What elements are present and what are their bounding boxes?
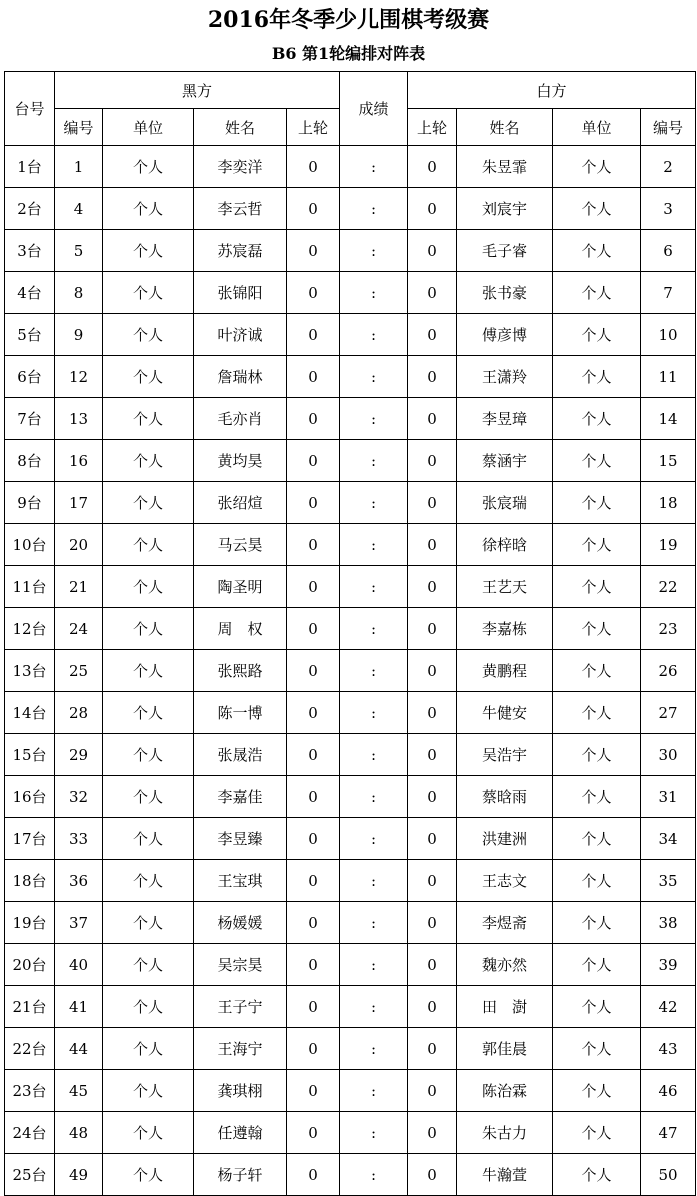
cell-black-name: 张熙路 bbox=[194, 650, 287, 692]
cell-black-unit: 个人 bbox=[103, 1112, 194, 1154]
header-score: 成绩 bbox=[340, 72, 408, 146]
cell-black-prev: 0 bbox=[287, 524, 340, 566]
table-row bbox=[5, 1070, 696, 1112]
cell-table-no: 8台 bbox=[5, 440, 55, 482]
cell-black-unit: 个人 bbox=[103, 860, 194, 902]
cell-score: : bbox=[340, 818, 408, 860]
cell-white-unit: 个人 bbox=[553, 608, 641, 650]
cell-white-no: 10 bbox=[641, 314, 696, 356]
cell-score: : bbox=[340, 482, 408, 524]
cell-white-no: 6 bbox=[641, 230, 696, 272]
cell-white-prev: 0 bbox=[408, 566, 457, 608]
cell-white-no: 14 bbox=[641, 398, 696, 440]
cell-white-prev: 0 bbox=[408, 692, 457, 734]
cell-white-unit: 个人 bbox=[553, 482, 641, 524]
cell-score: : bbox=[340, 188, 408, 230]
cell-black-prev: 0 bbox=[287, 272, 340, 314]
cell-white-unit: 个人 bbox=[553, 1112, 641, 1154]
cell-black-name: 吴宗昊 bbox=[194, 944, 287, 986]
table-row bbox=[5, 398, 696, 440]
cell-white-unit: 个人 bbox=[553, 986, 641, 1028]
cell-score: : bbox=[340, 608, 408, 650]
cell-black-name: 龚琪栩 bbox=[194, 1070, 287, 1112]
cell-white-name: 王志文 bbox=[457, 860, 553, 902]
cell-black-unit: 个人 bbox=[103, 230, 194, 272]
cell-white-name: 王艺天 bbox=[457, 566, 553, 608]
cell-white-no: 19 bbox=[641, 524, 696, 566]
cell-white-name: 吴浩宇 bbox=[457, 734, 553, 776]
cell-black-no: 28 bbox=[55, 692, 103, 734]
cell-table-no: 19台 bbox=[5, 902, 55, 944]
cell-white-unit: 个人 bbox=[553, 734, 641, 776]
cell-white-name: 李昱璋 bbox=[457, 398, 553, 440]
header-table-no: 台号 bbox=[5, 72, 55, 146]
cell-white-unit: 个人 bbox=[553, 230, 641, 272]
cell-black-name: 杨子轩 bbox=[194, 1154, 287, 1196]
header-black: 黑方 bbox=[55, 72, 340, 109]
cell-white-prev: 0 bbox=[408, 1154, 457, 1196]
cell-score: : bbox=[340, 1154, 408, 1196]
cell-white-name: 蔡晗雨 bbox=[457, 776, 553, 818]
cell-table-no: 23台 bbox=[5, 1070, 55, 1112]
cell-white-name: 洪建洲 bbox=[457, 818, 553, 860]
cell-white-no: 26 bbox=[641, 650, 696, 692]
cell-score: : bbox=[340, 398, 408, 440]
cell-black-no: 5 bbox=[55, 230, 103, 272]
cell-table-no: 2台 bbox=[5, 188, 55, 230]
cell-white-no: 18 bbox=[641, 482, 696, 524]
cell-black-prev: 0 bbox=[287, 860, 340, 902]
cell-table-no: 13台 bbox=[5, 650, 55, 692]
cell-white-prev: 0 bbox=[408, 1028, 457, 1070]
cell-white-no: 43 bbox=[641, 1028, 696, 1070]
cell-white-name: 蔡涵宇 bbox=[457, 440, 553, 482]
cell-white-prev: 0 bbox=[408, 734, 457, 776]
cell-black-prev: 0 bbox=[287, 776, 340, 818]
cell-black-name: 周 权 bbox=[194, 608, 287, 650]
cell-black-unit: 个人 bbox=[103, 734, 194, 776]
table-row bbox=[5, 482, 696, 524]
cell-white-prev: 0 bbox=[408, 1112, 457, 1154]
cell-black-prev: 0 bbox=[287, 692, 340, 734]
cell-table-no: 21台 bbox=[5, 986, 55, 1028]
cell-black-no: 9 bbox=[55, 314, 103, 356]
cell-white-unit: 个人 bbox=[553, 314, 641, 356]
cell-black-unit: 个人 bbox=[103, 818, 194, 860]
cell-black-prev: 0 bbox=[287, 230, 340, 272]
cell-black-name: 李云哲 bbox=[194, 188, 287, 230]
cell-black-name: 黄均昊 bbox=[194, 440, 287, 482]
table-row bbox=[5, 944, 696, 986]
cell-black-name: 张晟浩 bbox=[194, 734, 287, 776]
cell-table-no: 16台 bbox=[5, 776, 55, 818]
cell-white-prev: 0 bbox=[408, 146, 457, 188]
cell-black-prev: 0 bbox=[287, 1154, 340, 1196]
cell-white-no: 15 bbox=[641, 440, 696, 482]
cell-white-prev: 0 bbox=[408, 272, 457, 314]
cell-white-prev: 0 bbox=[408, 1070, 457, 1112]
cell-black-no: 37 bbox=[55, 902, 103, 944]
cell-white-unit: 个人 bbox=[553, 902, 641, 944]
cell-black-no: 24 bbox=[55, 608, 103, 650]
cell-black-no: 33 bbox=[55, 818, 103, 860]
cell-black-no: 20 bbox=[55, 524, 103, 566]
header-black-no: 编号 bbox=[55, 109, 103, 146]
cell-white-unit: 个人 bbox=[553, 356, 641, 398]
cell-black-no: 41 bbox=[55, 986, 103, 1028]
cell-black-unit: 个人 bbox=[103, 1154, 194, 1196]
cell-white-prev: 0 bbox=[408, 524, 457, 566]
cell-black-prev: 0 bbox=[287, 482, 340, 524]
cell-black-unit: 个人 bbox=[103, 692, 194, 734]
cell-white-unit: 个人 bbox=[553, 776, 641, 818]
cell-table-no: 15台 bbox=[5, 734, 55, 776]
cell-black-unit: 个人 bbox=[103, 524, 194, 566]
cell-black-unit: 个人 bbox=[103, 356, 194, 398]
cell-white-name: 魏亦然 bbox=[457, 944, 553, 986]
cell-black-name: 李昱臻 bbox=[194, 818, 287, 860]
cell-score: : bbox=[340, 440, 408, 482]
cell-black-no: 45 bbox=[55, 1070, 103, 1112]
cell-white-prev: 0 bbox=[408, 482, 457, 524]
cell-black-name: 苏宸磊 bbox=[194, 230, 287, 272]
cell-black-prev: 0 bbox=[287, 734, 340, 776]
cell-black-name: 叶济诚 bbox=[194, 314, 287, 356]
table-row bbox=[5, 272, 696, 314]
header-white-unit: 单位 bbox=[553, 109, 641, 146]
cell-black-no: 48 bbox=[55, 1112, 103, 1154]
cell-table-no: 20台 bbox=[5, 944, 55, 986]
cell-white-no: 31 bbox=[641, 776, 696, 818]
cell-white-unit: 个人 bbox=[553, 566, 641, 608]
cell-white-prev: 0 bbox=[408, 188, 457, 230]
cell-white-prev: 0 bbox=[408, 356, 457, 398]
cell-white-unit: 个人 bbox=[553, 1154, 641, 1196]
table-row bbox=[5, 566, 696, 608]
cell-white-prev: 0 bbox=[408, 986, 457, 1028]
cell-black-prev: 0 bbox=[287, 986, 340, 1028]
cell-table-no: 1台 bbox=[5, 146, 55, 188]
cell-table-no: 17台 bbox=[5, 818, 55, 860]
cell-white-no: 46 bbox=[641, 1070, 696, 1112]
table-row bbox=[5, 314, 696, 356]
cell-black-unit: 个人 bbox=[103, 272, 194, 314]
header-white-prev: 上轮 bbox=[408, 109, 457, 146]
cell-black-unit: 个人 bbox=[103, 440, 194, 482]
cell-white-name: 张书豪 bbox=[457, 272, 553, 314]
pairing-table bbox=[4, 71, 696, 1196]
page-title: 2016年冬季少儿围棋考级赛 bbox=[207, 7, 490, 33]
cell-black-no: 40 bbox=[55, 944, 103, 986]
cell-black-unit: 个人 bbox=[103, 650, 194, 692]
cell-table-no: 6台 bbox=[5, 356, 55, 398]
table-row bbox=[5, 902, 696, 944]
cell-white-name: 张宸瑞 bbox=[457, 482, 553, 524]
table-row bbox=[5, 146, 696, 188]
cell-white-prev: 0 bbox=[408, 230, 457, 272]
cell-black-name: 毛亦肖 bbox=[194, 398, 287, 440]
cell-white-name: 牛瀚萱 bbox=[457, 1154, 553, 1196]
cell-black-prev: 0 bbox=[287, 314, 340, 356]
header-white-name: 姓名 bbox=[457, 109, 553, 146]
cell-white-no: 42 bbox=[641, 986, 696, 1028]
cell-black-unit: 个人 bbox=[103, 1070, 194, 1112]
table-row bbox=[5, 860, 696, 902]
header-black-unit: 单位 bbox=[103, 109, 194, 146]
cell-white-no: 7 bbox=[641, 272, 696, 314]
cell-table-no: 11台 bbox=[5, 566, 55, 608]
cell-black-no: 29 bbox=[55, 734, 103, 776]
cell-white-name: 陈治霖 bbox=[457, 1070, 553, 1112]
cell-white-prev: 0 bbox=[408, 944, 457, 986]
cell-black-name: 王海宁 bbox=[194, 1028, 287, 1070]
cell-white-no: 38 bbox=[641, 902, 696, 944]
cell-table-no: 22台 bbox=[5, 1028, 55, 1070]
cell-black-prev: 0 bbox=[287, 146, 340, 188]
cell-black-prev: 0 bbox=[287, 356, 340, 398]
cell-black-name: 王子宁 bbox=[194, 986, 287, 1028]
cell-score: : bbox=[340, 356, 408, 398]
cell-table-no: 4台 bbox=[5, 272, 55, 314]
cell-black-prev: 0 bbox=[287, 188, 340, 230]
cell-table-no: 9台 bbox=[5, 482, 55, 524]
cell-white-unit: 个人 bbox=[553, 818, 641, 860]
cell-white-name: 黄鹏程 bbox=[457, 650, 553, 692]
cell-black-unit: 个人 bbox=[103, 1028, 194, 1070]
cell-black-name: 王宝琪 bbox=[194, 860, 287, 902]
cell-black-name: 李奕洋 bbox=[194, 146, 287, 188]
cell-black-no: 36 bbox=[55, 860, 103, 902]
cell-black-prev: 0 bbox=[287, 608, 340, 650]
cell-white-prev: 0 bbox=[408, 860, 457, 902]
cell-black-name: 陶圣明 bbox=[194, 566, 287, 608]
cell-black-no: 16 bbox=[55, 440, 103, 482]
cell-white-prev: 0 bbox=[408, 902, 457, 944]
header-white: 白方 bbox=[408, 72, 696, 109]
cell-black-prev: 0 bbox=[287, 944, 340, 986]
cell-score: : bbox=[340, 902, 408, 944]
cell-black-unit: 个人 bbox=[103, 314, 194, 356]
cell-white-unit: 个人 bbox=[553, 272, 641, 314]
cell-white-no: 27 bbox=[641, 692, 696, 734]
cell-white-unit: 个人 bbox=[553, 860, 641, 902]
cell-black-name: 张绍煊 bbox=[194, 482, 287, 524]
cell-white-prev: 0 bbox=[408, 608, 457, 650]
cell-black-prev: 0 bbox=[287, 440, 340, 482]
table-row bbox=[5, 692, 696, 734]
cell-black-unit: 个人 bbox=[103, 146, 194, 188]
cell-white-no: 50 bbox=[641, 1154, 696, 1196]
cell-black-unit: 个人 bbox=[103, 902, 194, 944]
cell-white-name: 田 澍 bbox=[457, 986, 553, 1028]
cell-score: : bbox=[340, 272, 408, 314]
cell-black-unit: 个人 bbox=[103, 398, 194, 440]
cell-score: : bbox=[340, 776, 408, 818]
table-row bbox=[5, 608, 696, 650]
table-row bbox=[5, 524, 696, 566]
cell-black-prev: 0 bbox=[287, 1070, 340, 1112]
cell-table-no: 5台 bbox=[5, 314, 55, 356]
cell-white-prev: 0 bbox=[408, 398, 457, 440]
cell-score: : bbox=[340, 1070, 408, 1112]
pairing-rows bbox=[5, 146, 696, 1196]
cell-black-name: 李嘉佳 bbox=[194, 776, 287, 818]
cell-black-unit: 个人 bbox=[103, 986, 194, 1028]
cell-white-no: 23 bbox=[641, 608, 696, 650]
cell-white-unit: 个人 bbox=[553, 1070, 641, 1112]
table-row bbox=[5, 1154, 696, 1196]
cell-white-name: 李嘉栋 bbox=[457, 608, 553, 650]
cell-score: : bbox=[340, 146, 408, 188]
cell-white-unit: 个人 bbox=[553, 650, 641, 692]
cell-score: : bbox=[340, 314, 408, 356]
cell-table-no: 12台 bbox=[5, 608, 55, 650]
cell-white-prev: 0 bbox=[408, 314, 457, 356]
cell-black-unit: 个人 bbox=[103, 608, 194, 650]
cell-white-name: 王潇羚 bbox=[457, 356, 553, 398]
cell-black-no: 44 bbox=[55, 1028, 103, 1070]
cell-black-prev: 0 bbox=[287, 1028, 340, 1070]
cell-score: : bbox=[340, 734, 408, 776]
cell-score: : bbox=[340, 944, 408, 986]
cell-table-no: 25台 bbox=[5, 1154, 55, 1196]
cell-white-name: 李煜斋 bbox=[457, 902, 553, 944]
cell-black-name: 任遵翰 bbox=[194, 1112, 287, 1154]
cell-white-unit: 个人 bbox=[553, 146, 641, 188]
cell-white-prev: 0 bbox=[408, 650, 457, 692]
cell-black-unit: 个人 bbox=[103, 776, 194, 818]
cell-white-no: 30 bbox=[641, 734, 696, 776]
cell-white-prev: 0 bbox=[408, 440, 457, 482]
cell-table-no: 7台 bbox=[5, 398, 55, 440]
cell-white-unit: 个人 bbox=[553, 1028, 641, 1070]
table-row bbox=[5, 1028, 696, 1070]
cell-white-name: 朱古力 bbox=[457, 1112, 553, 1154]
cell-black-unit: 个人 bbox=[103, 188, 194, 230]
cell-black-prev: 0 bbox=[287, 398, 340, 440]
cell-black-unit: 个人 bbox=[103, 566, 194, 608]
cell-score: : bbox=[340, 566, 408, 608]
table-row bbox=[5, 776, 696, 818]
cell-white-prev: 0 bbox=[408, 776, 457, 818]
cell-table-no: 18台 bbox=[5, 860, 55, 902]
table-row bbox=[5, 230, 696, 272]
cell-white-unit: 个人 bbox=[553, 398, 641, 440]
cell-white-prev: 0 bbox=[408, 818, 457, 860]
cell-white-unit: 个人 bbox=[553, 692, 641, 734]
cell-score: : bbox=[340, 230, 408, 272]
cell-score: : bbox=[340, 692, 408, 734]
cell-white-unit: 个人 bbox=[553, 188, 641, 230]
cell-white-no: 47 bbox=[641, 1112, 696, 1154]
table-row bbox=[5, 1112, 696, 1154]
cell-white-no: 3 bbox=[641, 188, 696, 230]
cell-black-no: 4 bbox=[55, 188, 103, 230]
cell-score: : bbox=[340, 860, 408, 902]
cell-white-no: 34 bbox=[641, 818, 696, 860]
cell-white-name: 郭佳晨 bbox=[457, 1028, 553, 1070]
cell-white-no: 22 bbox=[641, 566, 696, 608]
cell-white-no: 11 bbox=[641, 356, 696, 398]
cell-black-no: 12 bbox=[55, 356, 103, 398]
cell-black-prev: 0 bbox=[287, 650, 340, 692]
cell-black-no: 13 bbox=[55, 398, 103, 440]
cell-black-unit: 个人 bbox=[103, 944, 194, 986]
cell-table-no: 14台 bbox=[5, 692, 55, 734]
cell-white-name: 傅彦博 bbox=[457, 314, 553, 356]
cell-black-name: 杨媛媛 bbox=[194, 902, 287, 944]
cell-white-unit: 个人 bbox=[553, 440, 641, 482]
table-row bbox=[5, 356, 696, 398]
cell-score: : bbox=[340, 524, 408, 566]
cell-white-unit: 个人 bbox=[553, 524, 641, 566]
cell-black-unit: 个人 bbox=[103, 482, 194, 524]
cell-black-prev: 0 bbox=[287, 1112, 340, 1154]
cell-black-no: 8 bbox=[55, 272, 103, 314]
cell-table-no: 3台 bbox=[5, 230, 55, 272]
cell-white-name: 毛子睿 bbox=[457, 230, 553, 272]
table-row bbox=[5, 188, 696, 230]
cell-black-no: 32 bbox=[55, 776, 103, 818]
table-row bbox=[5, 986, 696, 1028]
cell-black-no: 1 bbox=[55, 146, 103, 188]
cell-white-no: 39 bbox=[641, 944, 696, 986]
cell-black-name: 马云昊 bbox=[194, 524, 287, 566]
cell-table-no: 24台 bbox=[5, 1112, 55, 1154]
table-row bbox=[5, 650, 696, 692]
table-row bbox=[5, 440, 696, 482]
cell-black-no: 17 bbox=[55, 482, 103, 524]
header-black-name: 姓名 bbox=[194, 109, 287, 146]
cell-score: : bbox=[340, 1112, 408, 1154]
cell-score: : bbox=[340, 1028, 408, 1070]
table-row bbox=[5, 818, 696, 860]
cell-white-no: 2 bbox=[641, 146, 696, 188]
cell-score: : bbox=[340, 650, 408, 692]
cell-black-prev: 0 bbox=[287, 818, 340, 860]
cell-black-no: 21 bbox=[55, 566, 103, 608]
cell-white-name: 牛健安 bbox=[457, 692, 553, 734]
page-subtitle: B6 第1轮编排对阵表 bbox=[271, 44, 426, 63]
cell-white-name: 刘宸宇 bbox=[457, 188, 553, 230]
cell-black-prev: 0 bbox=[287, 566, 340, 608]
cell-table-no: 10台 bbox=[5, 524, 55, 566]
cell-score: : bbox=[340, 986, 408, 1028]
header-black-prev: 上轮 bbox=[287, 109, 340, 146]
cell-white-name: 朱昱霏 bbox=[457, 146, 553, 188]
cell-black-prev: 0 bbox=[287, 902, 340, 944]
cell-black-no: 49 bbox=[55, 1154, 103, 1196]
cell-white-no: 35 bbox=[641, 860, 696, 902]
cell-black-name: 陈一博 bbox=[194, 692, 287, 734]
cell-black-name: 詹瑞林 bbox=[194, 356, 287, 398]
cell-black-name: 张锦阳 bbox=[194, 272, 287, 314]
cell-white-name: 徐梓晗 bbox=[457, 524, 553, 566]
header-white-no: 编号 bbox=[641, 109, 696, 146]
cell-white-unit: 个人 bbox=[553, 944, 641, 986]
table-row bbox=[5, 734, 696, 776]
cell-black-no: 25 bbox=[55, 650, 103, 692]
